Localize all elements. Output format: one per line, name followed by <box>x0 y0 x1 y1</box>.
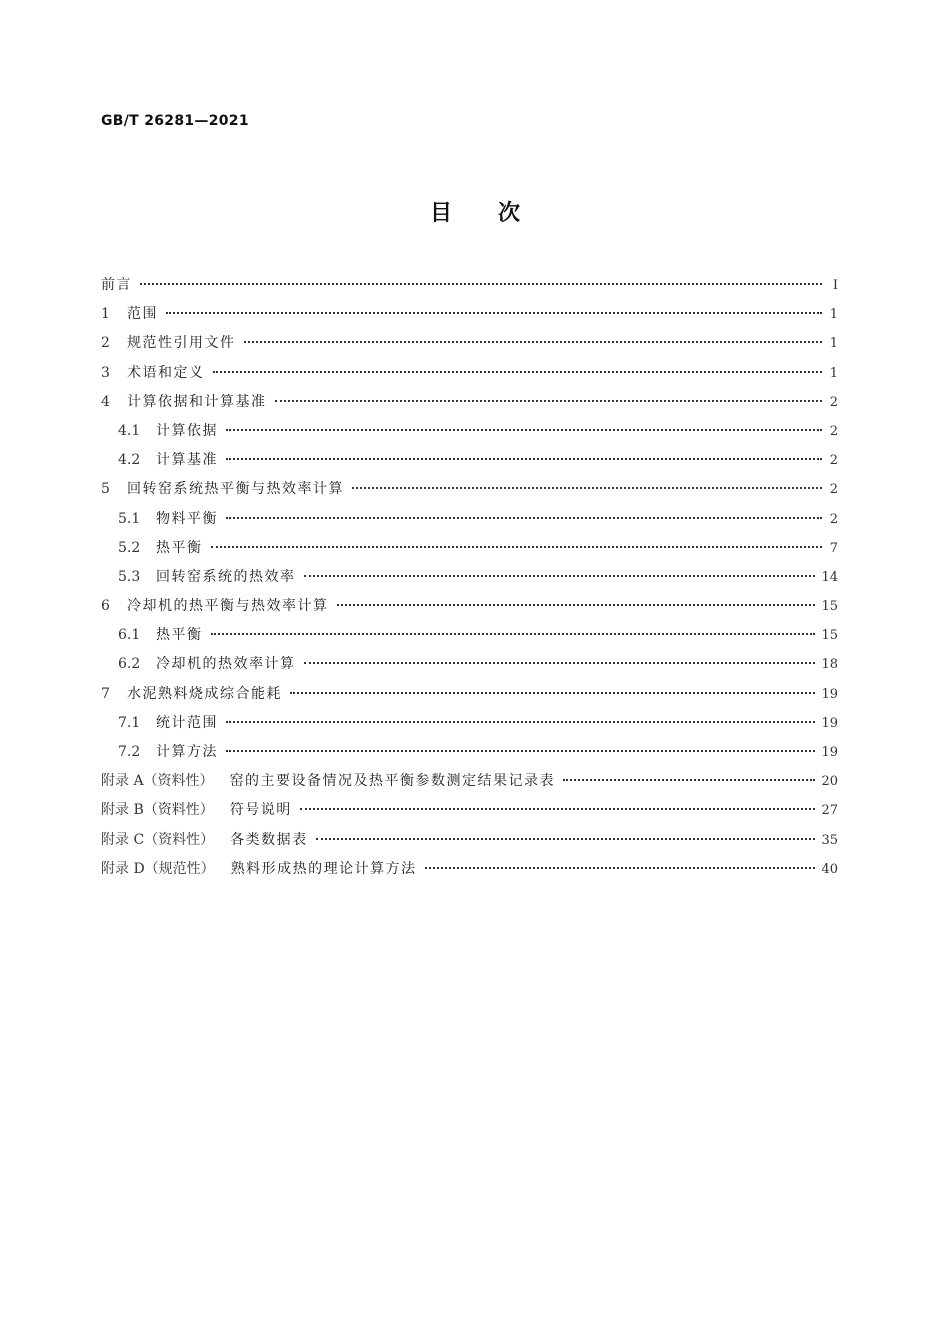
toc-leader-dots <box>352 487 822 489</box>
toc-entry-page: 19 <box>821 686 838 702</box>
toc-entry-title: 计算依据和计算基准 <box>127 393 267 410</box>
toc-leader-dots <box>425 867 816 869</box>
toc-leader-dots <box>300 808 816 810</box>
toc-entry-number: 7.2 <box>118 744 141 760</box>
toc-entry-page: 40 <box>821 861 838 877</box>
toc-entry-number: 5 <box>101 481 110 498</box>
toc-leader-dots <box>226 458 822 460</box>
toc-entry[interactable] <box>101 475 838 504</box>
toc-leader-dots <box>304 662 816 664</box>
toc-entry-title: 热平衡 <box>156 539 203 556</box>
toc-entry-page: 2 <box>829 394 838 410</box>
toc-entry-title: 计算依据 <box>156 422 218 439</box>
toc-entry-title: 统计范围 <box>156 714 218 731</box>
toc-entry-title: 术语和定义 <box>127 364 205 381</box>
toc-entry-page: 35 <box>821 832 838 848</box>
toc-entry-number: 5.2 <box>118 539 141 556</box>
toc-leader-dots <box>140 283 822 285</box>
toc-leader-dots <box>226 750 815 752</box>
toc-entry-page: 1 <box>829 365 838 381</box>
toc-entry-title: 范围 <box>127 306 158 323</box>
toc-entry[interactable] <box>101 709 838 738</box>
toc-leader-dots <box>563 779 815 781</box>
toc-entry[interactable] <box>101 738 838 767</box>
toc-entry[interactable] <box>101 767 838 796</box>
toc-entry[interactable] <box>101 826 838 855</box>
toc-entry-page: 7 <box>829 540 838 556</box>
toc-entry[interactable] <box>101 680 838 709</box>
toc-leader-dots <box>290 692 815 694</box>
toc-leader-dots <box>304 575 816 577</box>
toc-entry[interactable] <box>101 417 838 446</box>
toc-entry-title: 计算方法 <box>156 744 218 760</box>
toc-entry-number: 附录 C（资料性） <box>101 831 215 848</box>
toc-entry[interactable] <box>101 796 838 825</box>
toc-entry-number: 2 <box>101 335 110 352</box>
toc-entry[interactable] <box>101 621 838 650</box>
toc-entry-title: 熟料形成热的理论计算方法 <box>230 860 417 877</box>
toc-entry[interactable] <box>101 329 838 358</box>
toc-entry-page: 2 <box>829 453 838 469</box>
toc-entry-number: 5.3 <box>118 568 141 585</box>
toc-entry-page: 14 <box>821 569 838 585</box>
toc-entry-number: 6.2 <box>118 656 141 673</box>
toc-entry-number: 6 <box>101 598 110 615</box>
toc-entry-page: 15 <box>821 628 838 644</box>
toc-entry-title: 符号说明 <box>229 802 292 819</box>
toc-entry[interactable] <box>101 388 838 417</box>
toc-entry-page: 20 <box>821 774 838 790</box>
toc-entry-page: 2 <box>829 511 838 527</box>
toc-entry-title: 水泥熟料烧成综合能耗 <box>127 685 282 702</box>
toc-leader-dots <box>316 838 816 840</box>
toc-entry-title: 物料平衡 <box>156 510 218 527</box>
toc-entry-title: 计算基准 <box>156 452 218 469</box>
toc-entry[interactable] <box>101 563 838 592</box>
toc-entry[interactable] <box>101 300 838 329</box>
toc-entry-number: 5.1 <box>118 510 141 527</box>
toc-entry-title: 窑的主要设备情况及热平衡参数测定结果记录表 <box>229 773 556 790</box>
toc-entry-number: 4.1 <box>118 422 141 439</box>
toc-entry-number: 附录 A（资料性） <box>101 773 214 790</box>
toc-leader-dots <box>337 604 816 606</box>
standard-code: GB/T 26281—2021 <box>101 113 249 129</box>
toc-entry-page: 19 <box>821 745 838 760</box>
toc-entry-number: 4 <box>101 393 110 410</box>
toc-entry-title: 回转窑系统的热效率 <box>156 568 296 585</box>
toc-entry-page: 27 <box>821 803 838 819</box>
toc-leader-dots <box>226 721 815 723</box>
table-of-contents <box>101 271 838 884</box>
toc-entry-page: 15 <box>821 599 838 615</box>
toc-entry-number: 3 <box>101 364 110 381</box>
toc-leader-dots <box>244 341 823 343</box>
toc-entry-number: 附录 B（资料性） <box>101 802 214 819</box>
toc-entry-title: 回转窑系统热平衡与热效率计算 <box>127 481 344 498</box>
toc-entry-page: 1 <box>829 336 838 352</box>
toc-entry-title: 前言 <box>101 277 132 293</box>
toc-entry-page: 1 <box>829 307 838 323</box>
toc-entry-page: 18 <box>821 657 838 673</box>
toc-leader-dots <box>213 371 823 373</box>
toc-leader-dots <box>275 400 823 402</box>
toc-entry-number: 4.2 <box>118 452 141 469</box>
toc-leader-dots <box>211 633 816 635</box>
toc-leader-dots <box>226 429 822 431</box>
toc-entry[interactable] <box>101 650 838 679</box>
toc-entry[interactable] <box>101 592 838 621</box>
toc-entry-number: 7.1 <box>118 714 141 731</box>
toc-leader-dots <box>211 546 823 548</box>
toc-entry-title: 各类数据表 <box>230 831 308 848</box>
toc-entry-number: 附录 D（规范性） <box>101 860 215 877</box>
toc-entry[interactable] <box>101 534 838 563</box>
toc-entry-number: 1 <box>101 306 110 323</box>
toc-entry[interactable] <box>101 271 838 300</box>
toc-entry[interactable] <box>101 446 838 475</box>
page-title: 目次 <box>429 201 566 226</box>
toc-entry-title: 热平衡 <box>156 627 203 644</box>
toc-entry-title: 规范性引用文件 <box>127 335 236 352</box>
toc-entry[interactable] <box>101 505 838 534</box>
toc-entry-title: 冷却机的热效率计算 <box>156 656 296 673</box>
toc-entry[interactable] <box>101 359 838 388</box>
toc-entry-page: 2 <box>829 423 838 439</box>
toc-entry-page: 2 <box>829 482 838 498</box>
toc-entry-number: 7 <box>101 685 110 702</box>
toc-entry[interactable] <box>101 855 838 884</box>
toc-entry-page: I <box>832 278 838 293</box>
toc-entry-number: 6.1 <box>118 627 141 644</box>
toc-entry-title: 冷却机的热平衡与热效率计算 <box>127 598 329 615</box>
toc-leader-dots <box>166 312 822 314</box>
toc-entry-page: 19 <box>821 715 838 731</box>
toc-leader-dots <box>226 517 822 519</box>
